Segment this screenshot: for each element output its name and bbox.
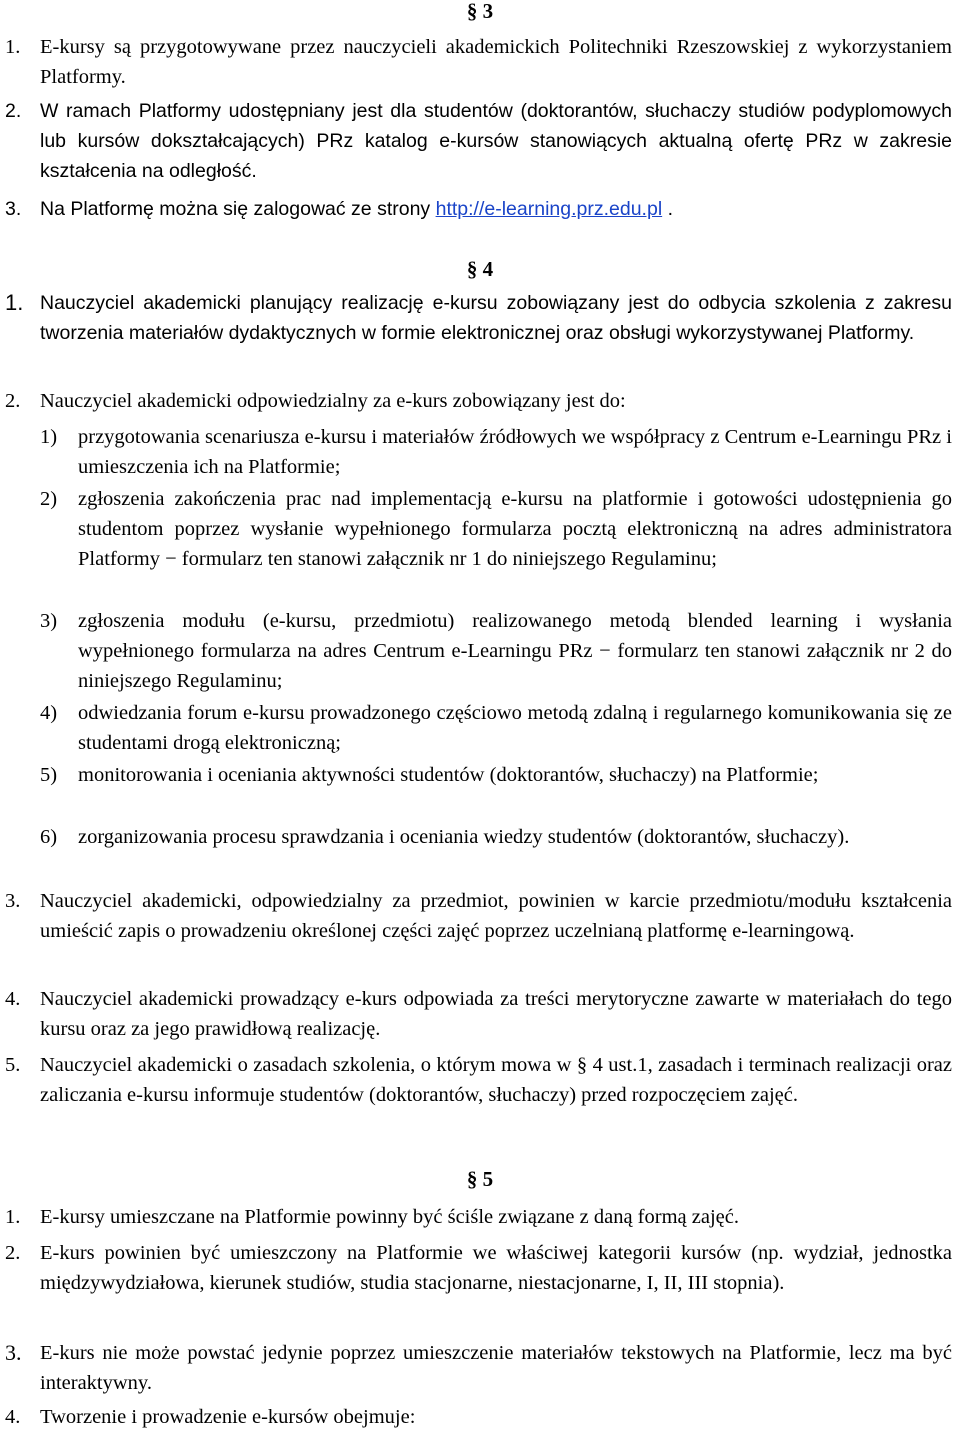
s4-subitem-6-number: 6) xyxy=(40,826,58,848)
s5-item-2 xyxy=(0,1238,952,1298)
s4-subitem-4 xyxy=(40,698,952,758)
s4-item-2 xyxy=(0,386,952,416)
s4-subitem-1 xyxy=(40,422,952,482)
s4-subitem-3-number: 3) xyxy=(40,610,58,632)
s3-item-2-text: W ramach Platformy udostępniany jest dla studentów (doktorantów, słuchaczy studiów podyplomowych lub kursów dokształcających) PRz katalog e-kursów stanowiących aktualną ofertę PRz w zakresie kształcenia na odległość. xyxy=(40,100,952,182)
s4-subitem-2 xyxy=(40,484,952,574)
s4-subitem-4-number: 4) xyxy=(40,702,58,724)
s4-item-2-number: 2. xyxy=(5,390,21,412)
s4-item-5 xyxy=(0,1050,952,1110)
s5-item-1 xyxy=(0,1202,952,1232)
s4-item-4-text: Nauczyciel akademicki prowadzący e-kurs odpowiada za treści merytoryczne zawarte w materiałach do tego kursu oraz za jego prawidłową realizację. xyxy=(40,988,952,1040)
s3-item-1 xyxy=(0,32,952,92)
s5-item-3-number: 3. xyxy=(5,1340,22,1365)
s4-subitem-6 xyxy=(40,822,952,852)
s5-item-3-text: E-kurs nie może powstać jedynie poprzez umieszczenie materiałów tekstowych na Platformie, lecz ma być interaktywny. xyxy=(40,1342,952,1394)
s4-subitem-2-text: zgłoszenia zakończenia prac nad implementacją e-kursu na platformie i gotowości udostępnienia go studentom poprzez wysłanie wypełnionego formularza pocztą elektroniczną na adres administratora Platformy − formularz ten stanowi załącznik nr 1 do niniejszego Regulaminu; xyxy=(78,488,952,570)
s4-item-2-text: Nauczyciel akademicki odpowiedzialny za e-kurs zobowiązany jest do: xyxy=(40,390,626,412)
s5-item-4-number: 4. xyxy=(5,1406,21,1428)
s4-item-1-text: Nauczyciel akademicki planujący realizację e-kursu zobowiązany jest do odbycia szkolenia z zakresu tworzenia materiałów dydaktycznych w formie elektronicznej oraz obsługi wykorzystywanej Platformy. xyxy=(40,292,952,344)
section-4-heading: § 4 xyxy=(466,257,494,281)
s5-item-1-number: 1. xyxy=(5,1206,21,1228)
s3-item-3-text: Na Platformę można się zalogować ze strony xyxy=(40,198,436,220)
s4-subitem-6-text: zorganizowania procesu sprawdzania i oceniania wiedzy studentów (doktorantów, słuchaczy). xyxy=(78,826,850,848)
s5-item-4 xyxy=(0,1402,952,1432)
section-5-heading: § 5 xyxy=(466,1167,494,1191)
s4-item-3 xyxy=(0,886,952,946)
s4-item-5-text: Nauczyciel akademicki o zasadach szkolenia, o którym mowa w § 4 ust.1, zasadach i terminach realizacji oraz zaliczania e-kursu informuje studentów (doktorantów, słuchaczy) przed rozpoczęciem zajęć. xyxy=(40,1054,952,1106)
s4-subitem-5-text: monitorowania i oceniania aktywności studentów (doktorantów, słuchaczy) na Platformie; xyxy=(78,764,819,786)
s4-subitem-1-text: przygotowania scenariusza e-kursu i materiałów źródłowych we współpracy z Centrum e-Learningu PRz i umieszczenia ich na Platformie; xyxy=(78,426,952,478)
s3-item-3 xyxy=(0,194,952,224)
s4-subitem-3-text: zgłoszenia modułu (e-kursu, przedmiotu) realizowanego metodą blended learning i wysłania wypełnionego formularza na adres Centrum e-Learningu PRz − formularz ten stanowi załącznik nr 2 do niniejszego Regulaminu; xyxy=(78,610,952,692)
s3-item-2-number: 2. xyxy=(5,100,22,122)
s4-item-3-text: Nauczyciel akademicki, odpowiedzialny za przedmiot, powinien w karcie przedmiotu/modułu kształcenia umieścić zapis o prowadzeniu określonej części zajęć poprzez uczelnianą platformę e-learningową. xyxy=(40,890,952,942)
s4-subitem-1-number: 1) xyxy=(40,426,58,448)
s5-item-2-text: E-kurs powinien być umieszczony na Platformie we właściwej kategorii kursów (np. wydział, jednostka międzywydziałowa, kierunek studiów, studia stacjonarne, niestacjonarne, I, II, III stopnia). xyxy=(40,1242,952,1294)
s5-item-4-text: Tworzenie i prowadzenie e-kursów obejmuje: xyxy=(40,1406,416,1428)
s4-item-1 xyxy=(0,288,952,348)
s5-item-2-number: 2. xyxy=(5,1242,21,1264)
s3-item-3-tail: . xyxy=(662,198,673,220)
s4-item-4 xyxy=(0,984,952,1044)
s4-item-1-number: 1. xyxy=(5,290,24,315)
s4-item-5-number: 5. xyxy=(5,1054,21,1076)
s4-subitem-2-number: 2) xyxy=(40,488,58,510)
s3-item-1-text: E-kursy są przygotowywane przez nauczycieli akademickich Politechniki Rzeszowskiej z wykorzystaniem Platformy. xyxy=(40,36,952,88)
s5-item-1-text: E-kursy umieszczane na Platformie powinny być ściśle związane z daną formą zajęć. xyxy=(40,1206,739,1228)
s3-item-2 xyxy=(0,96,952,186)
s4-item-4-number: 4. xyxy=(5,988,21,1010)
s4-subitem-4-text: odwiedzania forum e-kursu prowadzonego częściowo metodą zdalną i regularnego komunikowania się ze studentami drogą elektroniczną; xyxy=(78,702,952,754)
s4-item-3-number: 3. xyxy=(5,890,21,912)
s4-subitem-3 xyxy=(40,606,952,696)
s3-item-1-number: 1. xyxy=(5,36,21,58)
s4-subitem-5 xyxy=(40,760,952,790)
s5-item-3 xyxy=(0,1338,952,1398)
platform-login-link[interactable]: http://e-learning.prz.edu.pl xyxy=(435,198,663,220)
s3-item-3-number: 3. xyxy=(5,198,22,220)
section-3-heading: § 3 xyxy=(466,0,494,23)
s4-subitem-5-number: 5) xyxy=(40,764,58,786)
